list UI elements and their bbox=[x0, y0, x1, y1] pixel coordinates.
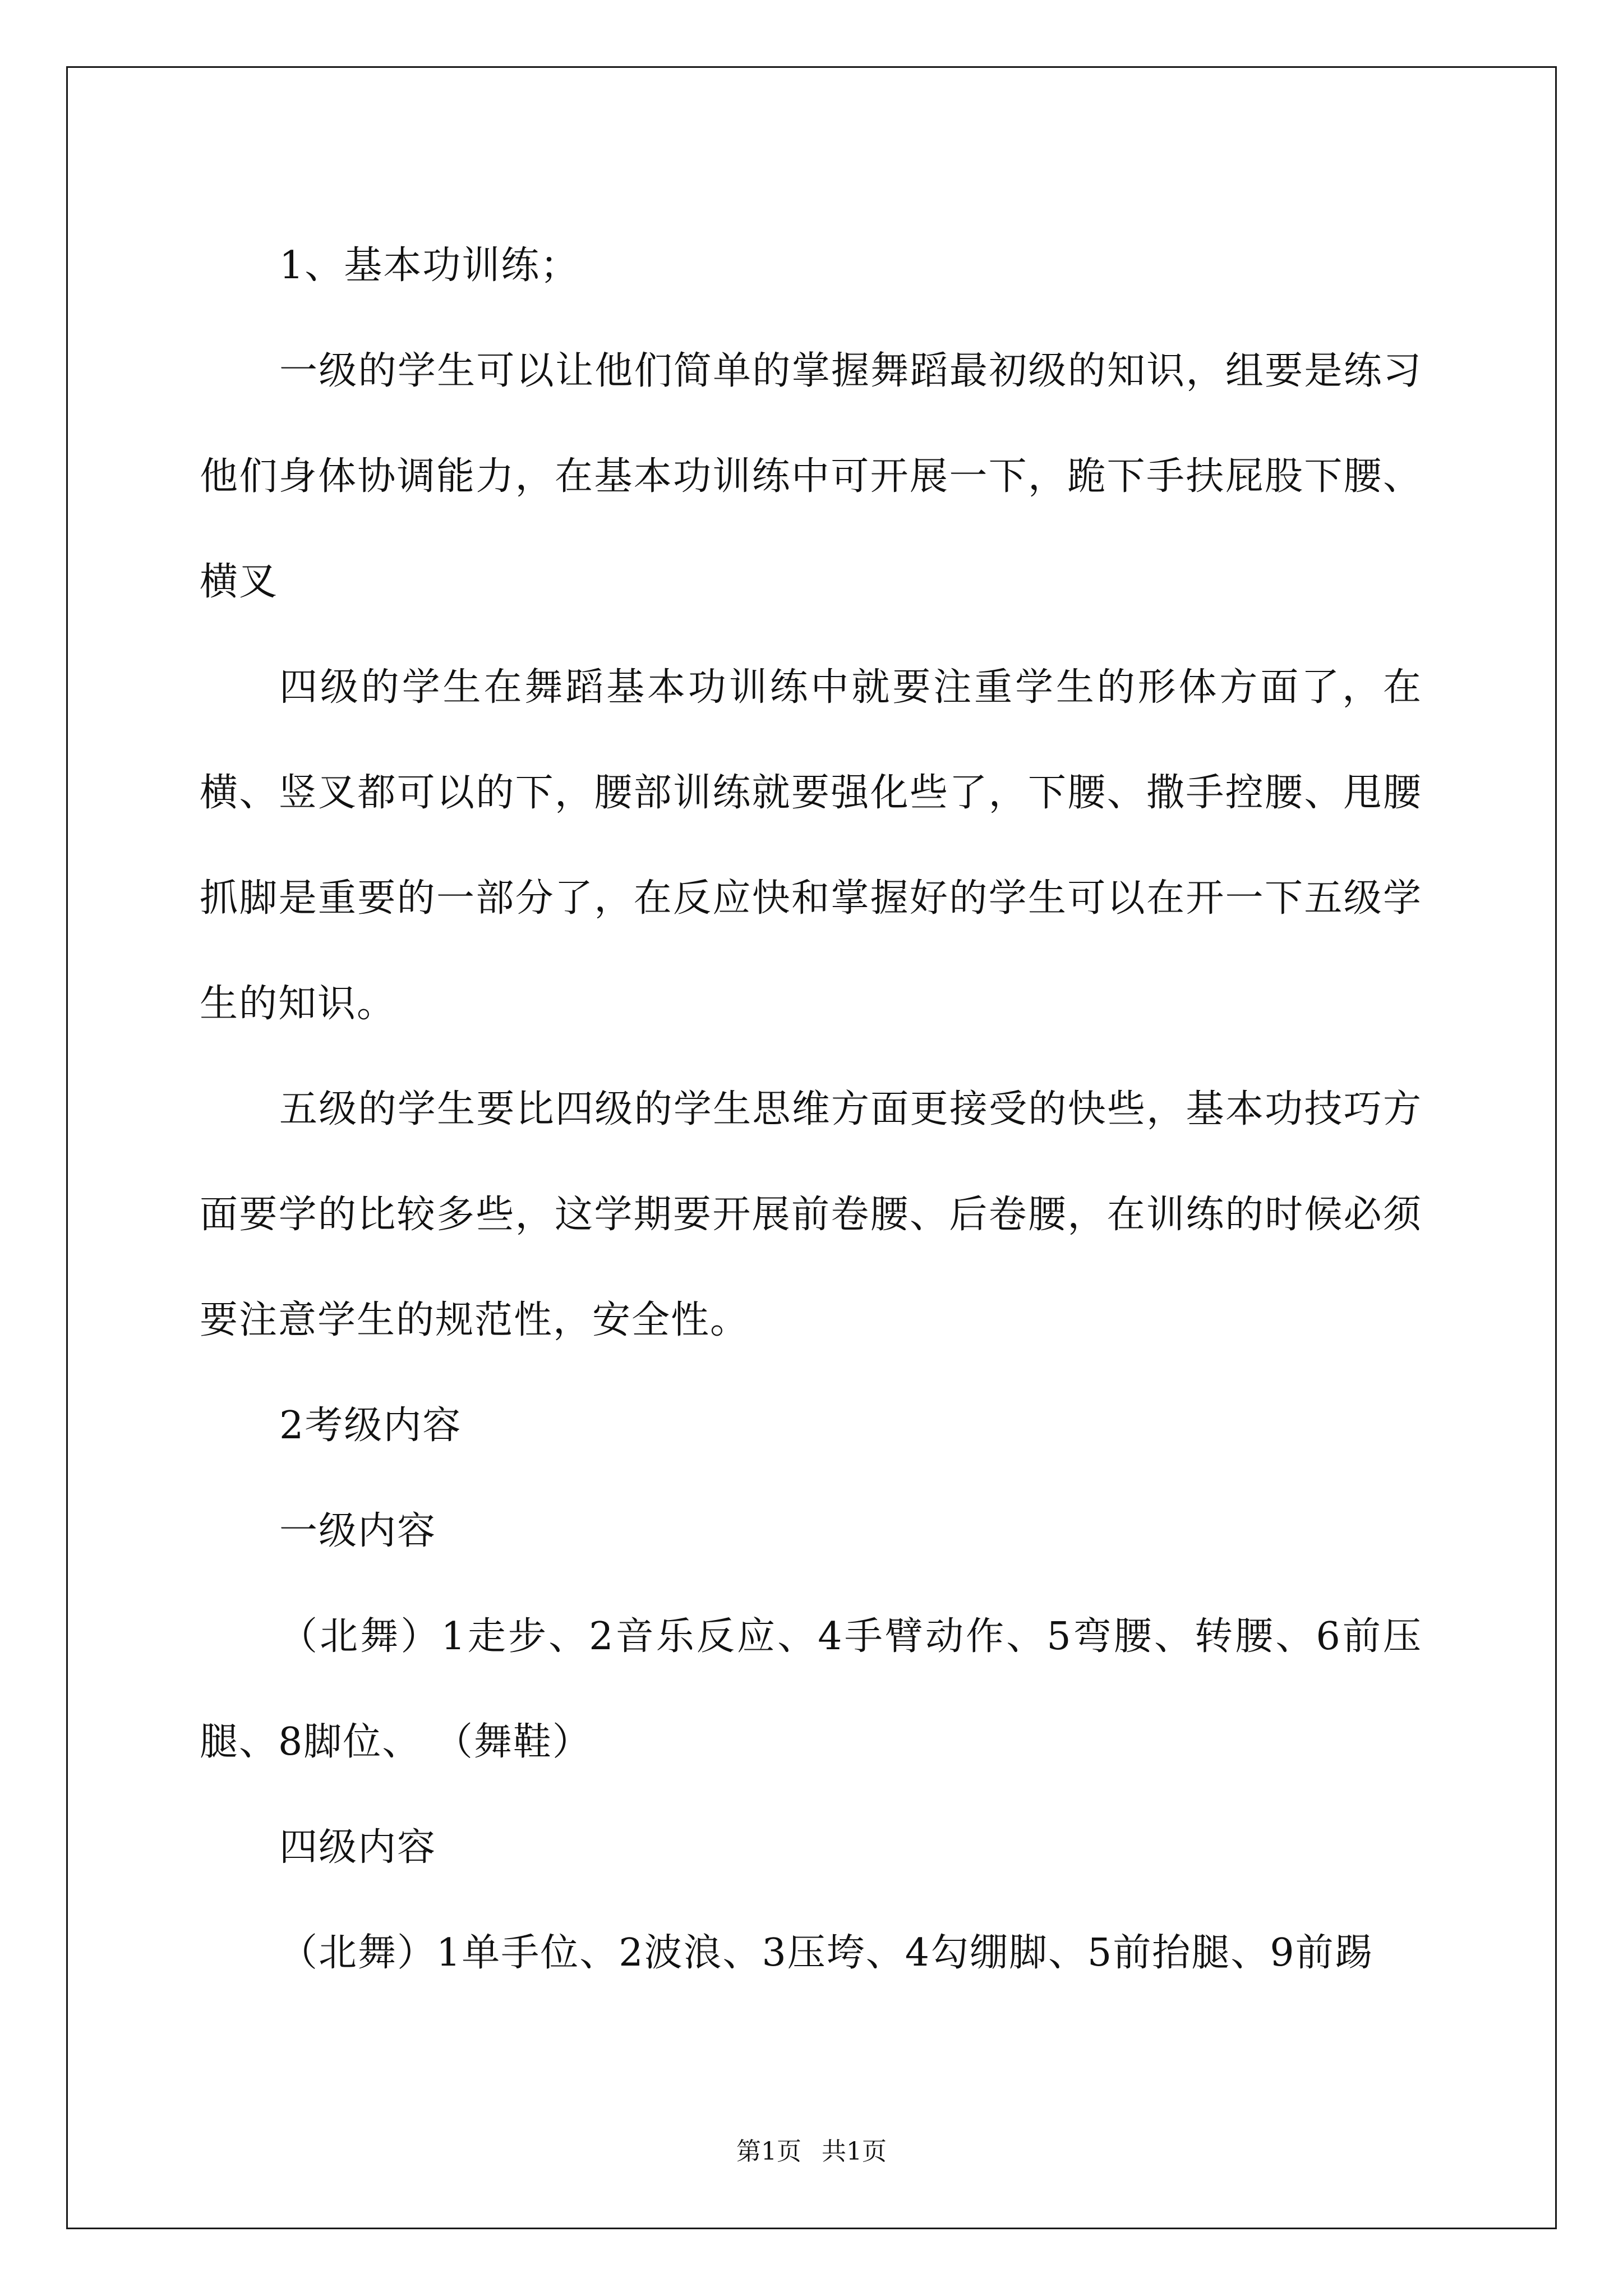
paragraph-level-four-content: （北舞）1单手位、2波浪、3压垮、4勾绷脚、5前抬腿、9前踢 bbox=[279, 1931, 1374, 1975]
paragraph-level-one: 一级的学生可以让他们简单的掌握舞蹈最初级的知识，组要是练习他们身体协调能力，在基本功训练中可开展一下，跪下手扶屁股下腰、横叉 bbox=[200, 349, 1422, 604]
document-body bbox=[200, 213, 1422, 2006]
paragraph-level-five: 五级的学生要比四级的学生思维方面更接受的快些，基本功技巧方面要学的比较多些，这学期要开展前卷腰、后卷腰，在训练的时候必须要注意学生的规范性，安全性。 bbox=[200, 1087, 1422, 1342]
paragraph-heading-basic-training: 1、基本功训练； bbox=[279, 243, 580, 288]
page-number-total: 共1页 bbox=[822, 2137, 887, 2166]
page-number-current: 第1页 bbox=[736, 2137, 801, 2166]
paragraph-level-four: 四级的学生在舞蹈基本功训练中就要注重学生的形体方面了，在横、竖叉都可以的下，腰部训练就要强化些了，下腰、撒手控腰、甩腰抓脚是重要的一部分了，在反应快和掌握好的学生可以在开一下五级学生的知识。 bbox=[200, 665, 1422, 1026]
paragraph-level-one-content-title: 一级内容 bbox=[279, 1509, 437, 1553]
page-footer bbox=[0, 2135, 1623, 2169]
paragraph-heading-exam-content: 2考级内容 bbox=[279, 1404, 462, 1448]
paragraph-level-four-content-title: 四级内容 bbox=[279, 1825, 437, 1870]
paragraph-level-one-content: （北舞）1走步、2音乐反应、4手臂动作、5弯腰、转腰、6前压腿、8脚位、 （舞鞋） bbox=[200, 1614, 1422, 1764]
